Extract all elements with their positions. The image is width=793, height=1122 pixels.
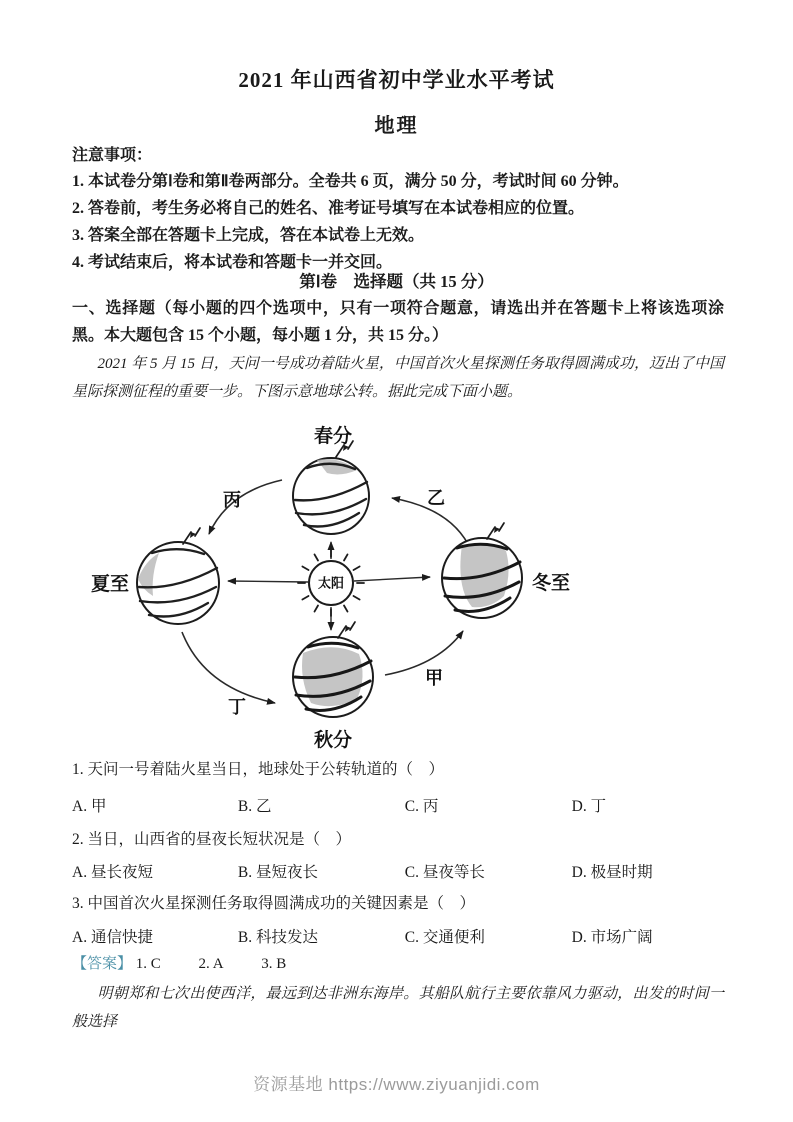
page-footer: 资源基地 https://www.ziyuanjidi.com [253, 1075, 540, 1094]
globe-summer-solstice [137, 528, 219, 624]
notice-heading: 注意事项： [72, 147, 153, 164]
answer-item: 1. C [135, 956, 161, 972]
notice-item: 3. 答案全部在答题卡上完成，答在本试卷上无效。 [72, 227, 425, 244]
label-autumn-equinox: 秋分 [313, 730, 353, 751]
notice-item: 2. 答卷前，考生务必将自己的姓名、准考证号填写在本试卷相应的位置。 [72, 200, 585, 217]
question-stem: 1. 天问一号着陆火星当日，地球处于公转轨道的（ ） [72, 761, 445, 778]
option: C. 交通便利 [404, 929, 485, 946]
question-stem: 2. 当日，山西省的昼夜长短状况是（ ） [72, 831, 352, 848]
label-spring-equinox: 春分 [313, 426, 353, 447]
option: B. 科技发达 [237, 929, 318, 946]
notice-list [72, 168, 724, 276]
globe-spring-equinox [293, 441, 369, 534]
notice-item: 4. 考试结束后，将本试卷和答题卡一并交回。 [72, 254, 393, 271]
sun-label: 太阳 [317, 575, 345, 591]
label-summer-solstice: 夏至 [90, 574, 130, 595]
option: D. 极昼时期 [571, 864, 653, 881]
arc-label-yi: 乙 [427, 488, 445, 508]
orbit-arc-jia [385, 631, 463, 675]
sun [298, 550, 364, 616]
option: D. 市场广阔 [571, 929, 653, 946]
option: A. 通信快捷 [72, 929, 153, 946]
globe-autumn-equinox [293, 622, 373, 717]
answer-item: 2. A [198, 956, 224, 972]
arc-label-ding: 丁 [228, 697, 246, 717]
option: B. 昼短夜长 [237, 864, 318, 881]
passage-zhenghe: 明朝郑和七次出使西洋，最远到达非洲东海岸。其船队航行主要依靠风力驱动，出发的时间一般选择 [72, 986, 724, 1030]
answer-row [72, 952, 724, 973]
passage-mars: 2021 年 5 月 15 日，天问一号成功着陆火星，中国首次火星探测任务取得圆满成功，迈出了中国星际探测征程的重要一步。下图示意地球公转。据此完成下面小题。 [72, 356, 724, 400]
option-row [72, 794, 724, 816]
orbit-arc-ding [182, 632, 275, 703]
answer-label: 【答案】 [72, 956, 133, 972]
option: C. 昼夜等长 [404, 864, 485, 881]
option-row [72, 925, 724, 947]
section-header: 第Ⅰ卷 选择题（共 15 分） [299, 272, 494, 291]
globe-winter-solstice [442, 523, 522, 618]
page-title: 2021 年山西省初中学业水平考试 [238, 68, 555, 92]
label-winter-solstice: 冬至 [531, 573, 571, 594]
option: C. 丙 [404, 798, 439, 815]
notice-item: 1. 本试卷分第Ⅰ卷和第Ⅱ卷两部分。全卷共 6 页，满分 50 分，考试时间 60 分钟。 [72, 173, 629, 190]
subject-title: 地理 [374, 115, 419, 137]
option: B. 乙 [237, 798, 272, 815]
option: A. 甲 [72, 798, 107, 815]
option: D. 丁 [571, 798, 607, 815]
arc-label-bing: 丙 [223, 490, 241, 510]
option: A. 昼长夜短 [72, 864, 153, 881]
answer-item: 3. B [261, 956, 287, 972]
earth-revolution-diagram [70, 418, 590, 754]
orbit-arc-bing [209, 480, 282, 534]
section-instruction: 一、选择题（每小题的四个选项中，只有一项符合题意，请选出并在答题卡上将该选项涂黑。本大题包含 15 个小题，每小题 1 分，共 15 分。） [72, 300, 724, 344]
arc-label-jia: 甲 [425, 668, 443, 688]
question-stem: 3. 中国首次火星探测任务取得圆满成功的关键因素是（ ） [72, 895, 476, 912]
option-row [72, 860, 724, 882]
